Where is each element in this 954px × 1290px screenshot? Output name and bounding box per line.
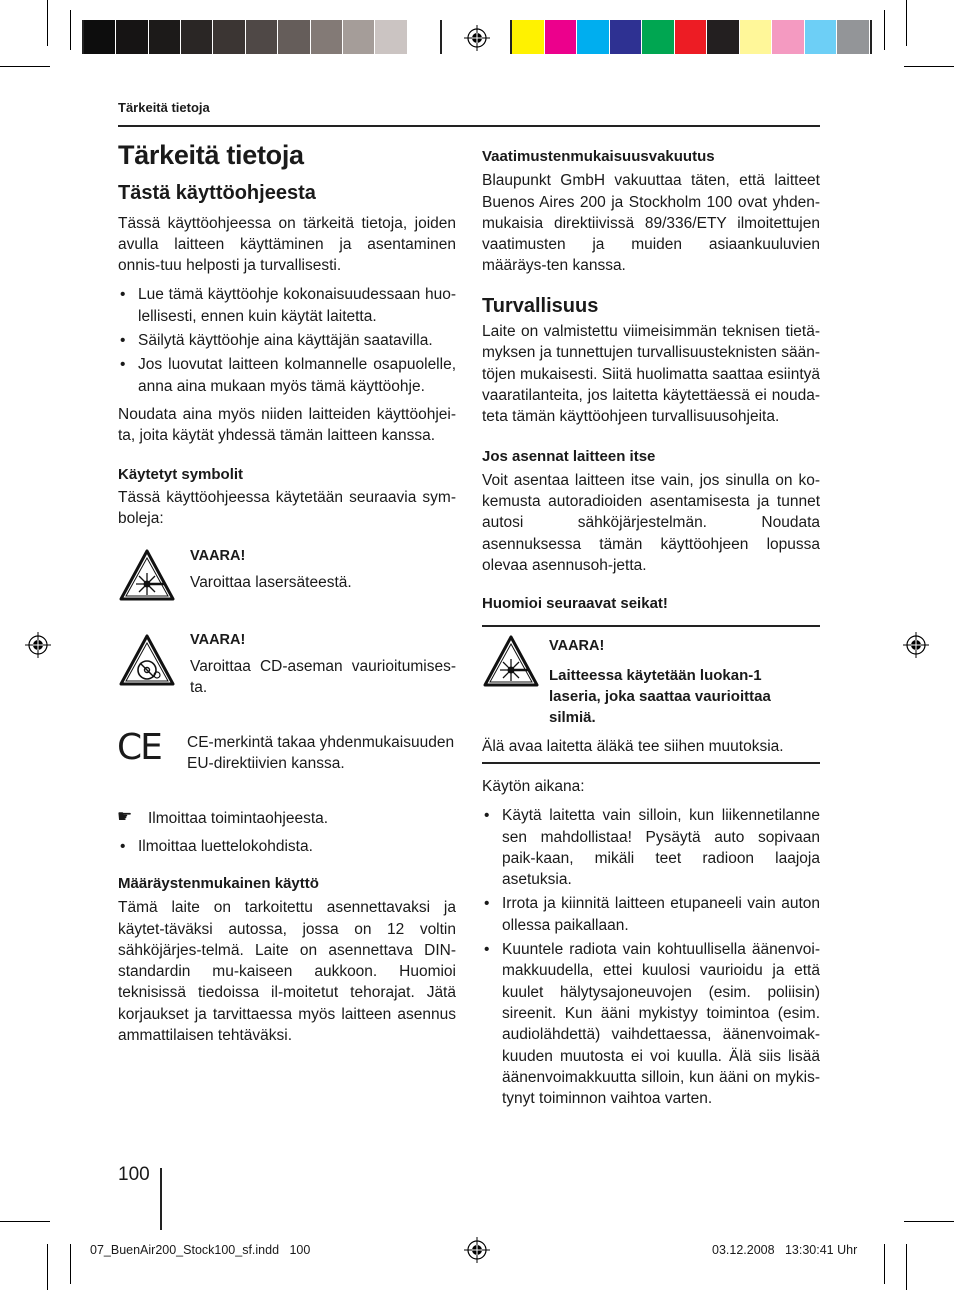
color-swatch xyxy=(545,20,578,54)
color-swatch xyxy=(642,20,675,54)
box-text: Älä avaa laitetta äläkä tee siihen muutoksia. xyxy=(482,738,784,755)
safety-text: Laite on valmistettu viimeisimmän teknisen tietä-myksen ja tunnettujen turvallisuusteknisten sään-töjen mukaisesti. Siitä huolimatta saattaa esiintyä vaaratilanteita, jos laitetta käytettäessä ei nouda-teta tämän käyttöohjeen turvallisuusohjeita. xyxy=(482,323,820,426)
notice-heading: Huomioi seuraavat seikat! xyxy=(482,595,668,613)
color-swatch xyxy=(116,20,148,54)
color-swatch xyxy=(343,20,375,54)
warning1-title: VAARA! xyxy=(190,548,246,564)
warning2-text: Varoittaa CD-aseman vaurioitumises-ta. xyxy=(190,658,456,697)
box-top-rule xyxy=(482,625,820,627)
color-swatch xyxy=(740,20,773,54)
crop-mark xyxy=(884,1244,885,1284)
crop-mark xyxy=(47,0,48,46)
crop-mark xyxy=(0,1221,50,1222)
box-warning-text: Laitteessa käytetään luokan-1 laseria, joka saattaa vaurioittaa silmiä. xyxy=(549,667,771,726)
color-swatch xyxy=(577,20,610,54)
crop-mark xyxy=(904,1221,954,1222)
ce-mark-icon: CE xyxy=(117,727,161,768)
running-header: Tärkeitä tietoja xyxy=(118,100,210,115)
color-swatch xyxy=(675,20,708,54)
intended-text: Tämä laite on tarkoitettu asennettavaksi ja käytet-täväksi autossa, jossa on 12 voltin sähköjärjes-telmä. Laite on asennettava DIN-standardin mu-kaiseen aukkoon. Huomioi teknisissä tiedoissa il-moitetut tehorajat. Jätä korjaukset ja tarvittaessa myös laitteen asennus ammattilaisen tehtäväksi. xyxy=(118,899,456,1045)
color-swatch xyxy=(707,20,740,54)
install-heading: Jos asennat laitteen itse xyxy=(482,447,656,465)
crop-mark xyxy=(904,66,954,67)
header-rule xyxy=(118,125,820,127)
slug-timestamp: 03.12.2008 13:30:41 Uhr xyxy=(712,1243,858,1257)
color-swatch xyxy=(278,20,310,54)
color-swatch xyxy=(512,20,545,54)
install-text: Voit asentaa laitteen itse vain, jos sinulla on ko-kemusta autoradioiden asentamisesta ja tunnet autosi sähköjärjestelmän. Noudata asennuksessa tämän käyttöohjeen lopussa olevaa asennusoh-jetta. xyxy=(482,471,820,575)
crop-mark xyxy=(906,0,907,46)
ce-text: CE-merkintä takaa yhdenmukaisuuden EU-direktiivien kanssa. xyxy=(187,734,455,773)
crop-mark xyxy=(70,1244,71,1284)
bullet-icon: • xyxy=(120,838,126,855)
page-title: Tärkeitä tietoja xyxy=(118,140,304,170)
crop-mark xyxy=(906,1244,907,1290)
laser-warning-icon xyxy=(482,634,540,688)
color-swatch xyxy=(772,20,805,54)
color-swatch xyxy=(181,20,213,54)
color-swatch xyxy=(149,20,181,54)
crop-mark xyxy=(884,10,885,50)
slug-filename: 07_BuenAir200_Stock100_sf.indd 100 xyxy=(90,1243,311,1257)
page-number: 100 xyxy=(118,1164,150,1185)
color-swatch xyxy=(805,20,838,54)
list-item: • Säilytä käyttöohje aina käyttäjän saatavilla. xyxy=(118,330,456,351)
symbols-intro: Tässä käyttöohjeessa käytetään seuraavia sym-boleja: xyxy=(118,488,456,528)
box-warning-title: VAARA! xyxy=(549,638,605,654)
color-swatch xyxy=(375,20,407,54)
registration-mark-icon xyxy=(25,632,51,658)
color-swatch xyxy=(84,20,116,54)
use-bullets xyxy=(482,805,820,1109)
during-use-label: Käytön aikana: xyxy=(482,778,585,795)
color-swatch xyxy=(246,20,278,54)
color-swatch xyxy=(408,20,440,54)
color-swatch xyxy=(837,20,870,54)
instruction-text: Ilmoittaa toimintaohjeesta. xyxy=(148,810,329,827)
about-heading: Tästä käyttöohjeesta xyxy=(118,182,316,205)
box-bottom-rule xyxy=(482,762,820,764)
conformity-text: Blaupunkt GmbH vakuuttaa täten, että laitteet Buenos Aires 200 ja Stockholm 100 ovat yhden-mukaisia direktiivissä 89/336/ETY ilmoitettujen vaatimusten ja muiden asiaankuuluvien määräys-ten kanssa. xyxy=(482,172,820,275)
laser-warning-icon xyxy=(118,548,176,602)
list-text: Ilmoittaa luettelokohdista. xyxy=(138,838,313,855)
list-item: • Käytä laitetta vain silloin, kun liikennetilanne sen mahdollistaa! Pysäytä auto sopivaan paik-kaan, mikäli teet radioon laajoja asetuksia. xyxy=(482,805,820,890)
list-item: • Kuuntele radiota vain kohtuullisella äänenvoi-makkuudella, ettei kuulosi vaurioidu ja että kuulet hälytysajoneuvojen (esim. poliisin) sireenit. Kun ääni mykistyy toimintoa (esim. audiolähdettä) vaihdettaessa, äänenvoimak-kuuden muutosta ei voi kuulla. Älä siis lisää äänenvoimakkuutta silloin, kun ääni on mykis-tynyt toiminnon vaihtoa varten. xyxy=(482,939,820,1109)
warning2-title: VAARA! xyxy=(190,632,246,648)
warning1-text: Varoittaa lasersäteestä. xyxy=(190,574,352,591)
safety-heading: Turvallisuus xyxy=(482,294,599,317)
about-outro: Noudata aina myös niiden laitteiden käyttöohjei-ta, joita käytät yhdessä tämän laitteen kanssa. xyxy=(118,405,456,445)
list-item: • Lue tämä käyttöohje kokonaisuudessaan huo-lellisesti, ennen kuin käytät laitetta. xyxy=(118,284,456,327)
conformity-heading: Vaatimustenmukaisuusvakuutus xyxy=(482,148,715,165)
use-section xyxy=(482,776,820,1109)
intended-use-section xyxy=(118,873,456,1046)
color-swatch xyxy=(311,20,343,54)
crop-mark xyxy=(0,66,50,67)
about-bullets xyxy=(118,284,456,396)
registration-mark-icon xyxy=(464,1237,490,1263)
cd-warning-icon xyxy=(118,633,176,687)
registration-mark-icon xyxy=(464,25,490,51)
right-column xyxy=(482,146,820,615)
list-item: • Irrota ja kiinnitä laitteen etupaneeli vain auton ollessa paikallaan. xyxy=(482,893,820,936)
registration-mark-icon xyxy=(903,632,929,658)
page-number-rule xyxy=(160,1168,162,1230)
symbols-heading: Käytetyt symbolit xyxy=(118,465,244,483)
color-swatch xyxy=(610,20,643,54)
color-swatch xyxy=(213,20,245,54)
crop-mark xyxy=(47,1244,48,1290)
list-item: • Jos luovutat laitteen kolmannelle osapuolelle, anna aina mukaan myös tämä käyttöohje. xyxy=(118,354,456,397)
intended-heading: Määräystenmukainen käyttö xyxy=(118,875,319,892)
left-column xyxy=(118,140,456,529)
about-intro: Tässä käyttöohjeessa on tärkeitä tietoja, joiden avulla laitteen käyttäminen ja asentaminen onnis-tuu helposti ja turvallisesti. xyxy=(118,214,456,275)
pointing-hand-icon: ☛ xyxy=(117,807,133,826)
crop-mark xyxy=(70,10,71,50)
